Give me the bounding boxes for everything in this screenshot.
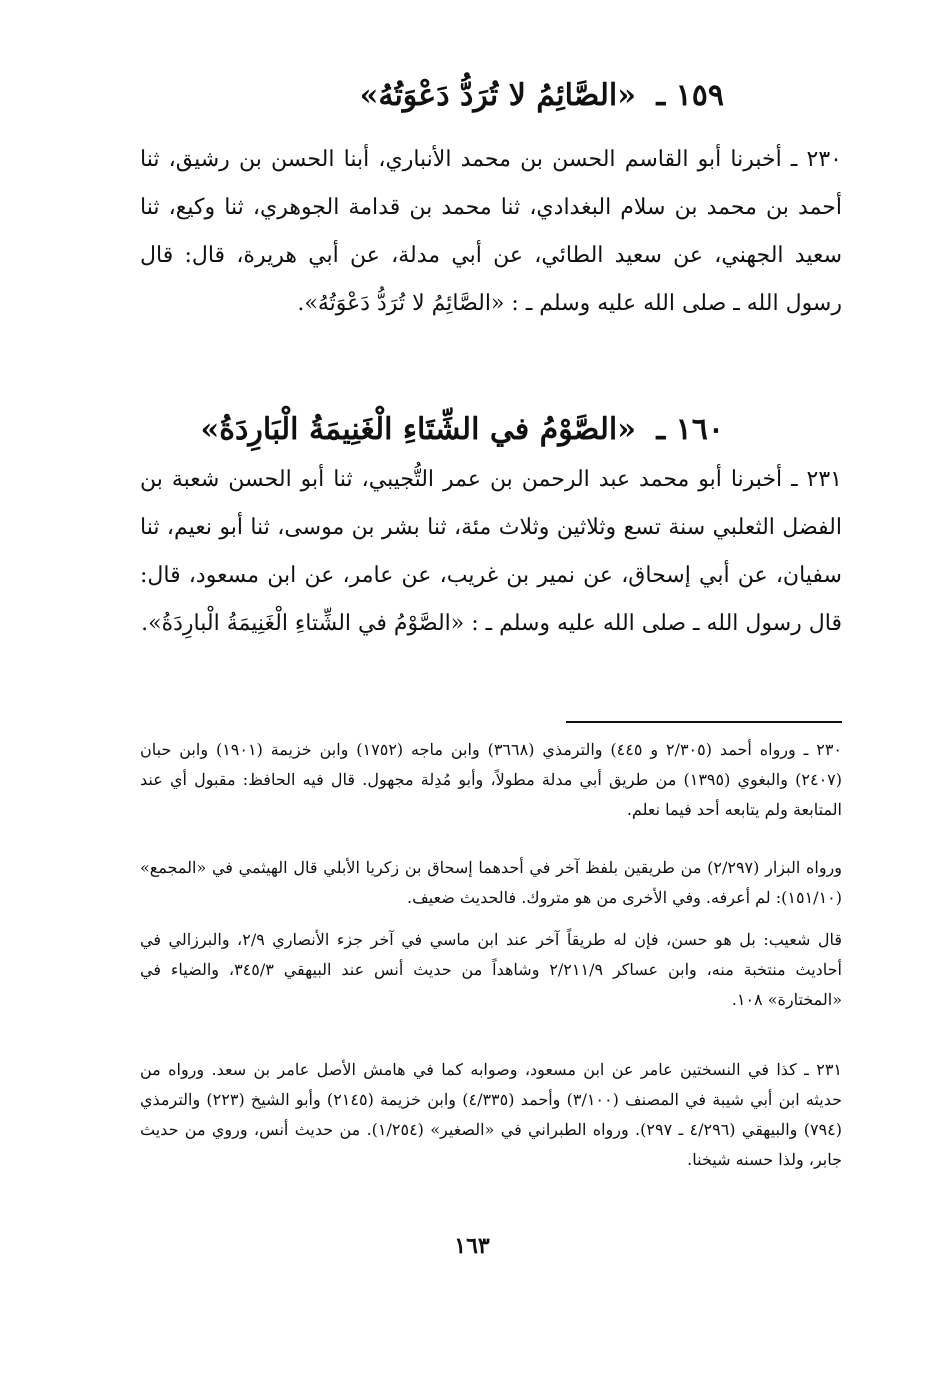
footnote-230-comment: قال شعيب: بل هو حسن، فإن له طريقاً آخر عند ابن ماسي في آخر جزء الأنصاري ٢/٩، والبرزالي في أحاديث منتخبة منه، وابن عساكر ٢/٢١١/٩ وشاهداً من حديث أنس عند البيهقي ٣٤٥/٣، والضياء في «المختارة» ١٠٨.: [140, 930, 843, 1009]
footnote-separator: [566, 721, 842, 723]
footnote-230: ٢٣٠ ـ ورواه أحمد (٢/٣٠٥ و ٤٤٥) والترمذي (٣٦٦٨) وابن ماجه (١٧٥٢) وابن خزيمة (١٩٠١) وابن حبان (٢٤٠٧) والبغوي (١٣٩٥) من طريق أبي مدلة مطولاً، وأبو مُدِلة مجهول. قال فيه الحافظ: مقبول أي عند المتابعة ولم يتابعه أحد فيما نعلم.: [140, 740, 842, 819]
hadith-paragraph-230: ٢٣٠ ـ أخبرنا أبو القاسم الحسن بن محمد الأنباري، أبنا الحسن بن رشيق، ثنا أحمد بن محمد بن سلام البغدادي، ثنا محمد بن قدامة الجوهري، ثنا وكيع، ثنا سعيد الجهني، عن سعيد الطائي، عن أبي مدلة، عن أبي هريرة، قال: قال رسول الله ـ صلى الله عليه وسلم ـ : «الصَّائِمُ لا تُرَدُّ دَعْوَتُهُ».: [140, 147, 842, 316]
section-number: ١٦٠ ـ: [656, 412, 724, 447]
section-title: «الصَّوْمُ في الشِّتَاءِ الْغَنِيمَةُ الْبَارِدَةُ»: [200, 412, 636, 447]
page-number: ١٦٣: [454, 1233, 490, 1259]
section-heading-159: [360, 76, 724, 116]
footnote-230-continuation: ورواه البزار (٢/٢٩٧) من طريقين بلفظ آخر في أحدهما إسحاق بن زكريا الأبلي قال الهيثمي في «المجمع» (١٥١/١٠): لم أعرفه. وفي الأخرى من هو متروك. فالحديث ضعيف.: [140, 858, 842, 907]
hadith-paragraph-231: ٢٣١ ـ أخبرنا أبو محمد عبد الرحمن بن عمر التُّجيبي، ثنا أبو الحسن شعبة بن الفضل الثعلبي سنة تسع وثلاثين وثلاث مئة، ثنا بشر بن موسى، ثنا أبو نعيم، ثنا سفيان، عن أبي إسحاق، عن نمير بن غريب، عن عامر، عن ابن مسعود، قال: قال رسول الله ـ صلى الله عليه وسلم ـ : «الصَّوْمُ في الشِّتاءِ الْغَنِيمَةُ الْبارِدَةُ».: [140, 467, 842, 636]
section-number: ١٥٩ ـ: [656, 78, 724, 113]
section-title: «الصَّائِمُ لا تُرَدُّ دَعْوَتُهُ»: [359, 78, 636, 113]
section-heading-160: [201, 410, 724, 450]
footnote-231: ٢٣١ ـ كذا في النسختين عامر عن ابن مسعود، وصوابه كما في هامش الأصل عامر بن سعد. ورواه من حديثه ابن أبي شيبة في المصنف (٣/١٠٠) وأحمد (٤/٣٣٥) وابن خزيمة (٢١٤٥) وأبو الشيخ (٢٢٣) والترمذي (٧٩٤) والبيهقي (٤/٢٩٦ ـ ٢٩٧). ورواه الطبراني في «الصغير» (١/٢٥٤). من حديث أنس، وروي من حديث جابر، ولذا حسنه شيخنا.: [140, 1060, 843, 1169]
